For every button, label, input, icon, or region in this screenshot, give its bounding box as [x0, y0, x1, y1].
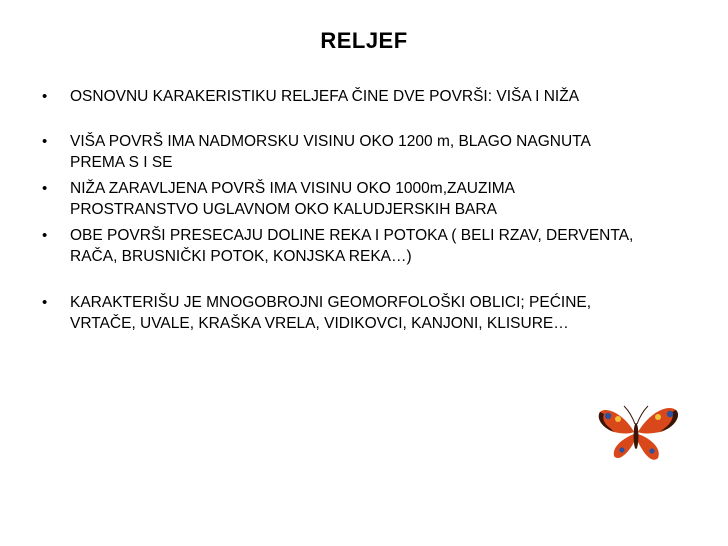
butterfly-eye [619, 447, 624, 452]
bullet-text-line: KARAKTERIŠU JE MNOGOBROJNI GEOMORFOLOŠKI OBLICI; PEĆINE, [70, 294, 592, 311]
bullet-text-line: VIŠA POVRŠ IMA NADMORSKU VISINU OKO 1200 m, BLAGO NAGNUTA [70, 133, 591, 150]
bullet-text-line: OBE POVRŠI PRESECAJU DOLINE REKA I POTOKA ( BELI RZAV, DERVENTA, [70, 227, 634, 244]
butterfly-eye [605, 413, 611, 419]
bullet-item [40, 86, 680, 107]
bullet-item [40, 292, 680, 334]
bullet-text-line: PREMA S I SE [70, 154, 173, 171]
bullet-text-line: RAČA, BRUSNIČKI POTOK, KONJSKA REKA…) [70, 248, 412, 265]
butterfly-body [634, 423, 639, 449]
butterfly-eye [649, 448, 654, 453]
butterfly-eye [667, 411, 673, 417]
bullet-item [40, 178, 680, 220]
bullet-marker: • [42, 227, 48, 244]
butterfly-icon [594, 402, 682, 466]
bullet-text-line: PROSTRANSTVO UGLAVNOM OKO KALUDJERSKIH BARA [70, 201, 497, 218]
bullet-marker: • [42, 294, 48, 311]
butterfly-spot [655, 414, 661, 420]
bullet-marker: • [42, 133, 48, 150]
butterfly-wing [614, 434, 634, 458]
butterfly-wing [638, 434, 659, 460]
bullet-marker: • [42, 88, 48, 105]
slide-title: RELJEF [320, 28, 408, 53]
butterfly-spot [615, 416, 621, 422]
bullet-text-line: NIŽA ZARAVLJENA POVRŠ IMA VISINU OKO 1000m,ZAUZIMA [70, 180, 516, 197]
bullet-list [40, 86, 680, 334]
bullet-item [40, 131, 680, 173]
bullet-text-line: OSNOVNU KARAKERISTIKU RELJEFA ČINE DVE POVRŠI: VIŠA I NIŽA [70, 88, 580, 105]
bullet-marker: • [42, 180, 48, 197]
bullet-item [40, 225, 680, 267]
bullet-text-line: VRTAČE, UVALE, KRAŠKA VRELA, VIDIKOVCI, KANJONI, KLISURE… [70, 315, 569, 332]
